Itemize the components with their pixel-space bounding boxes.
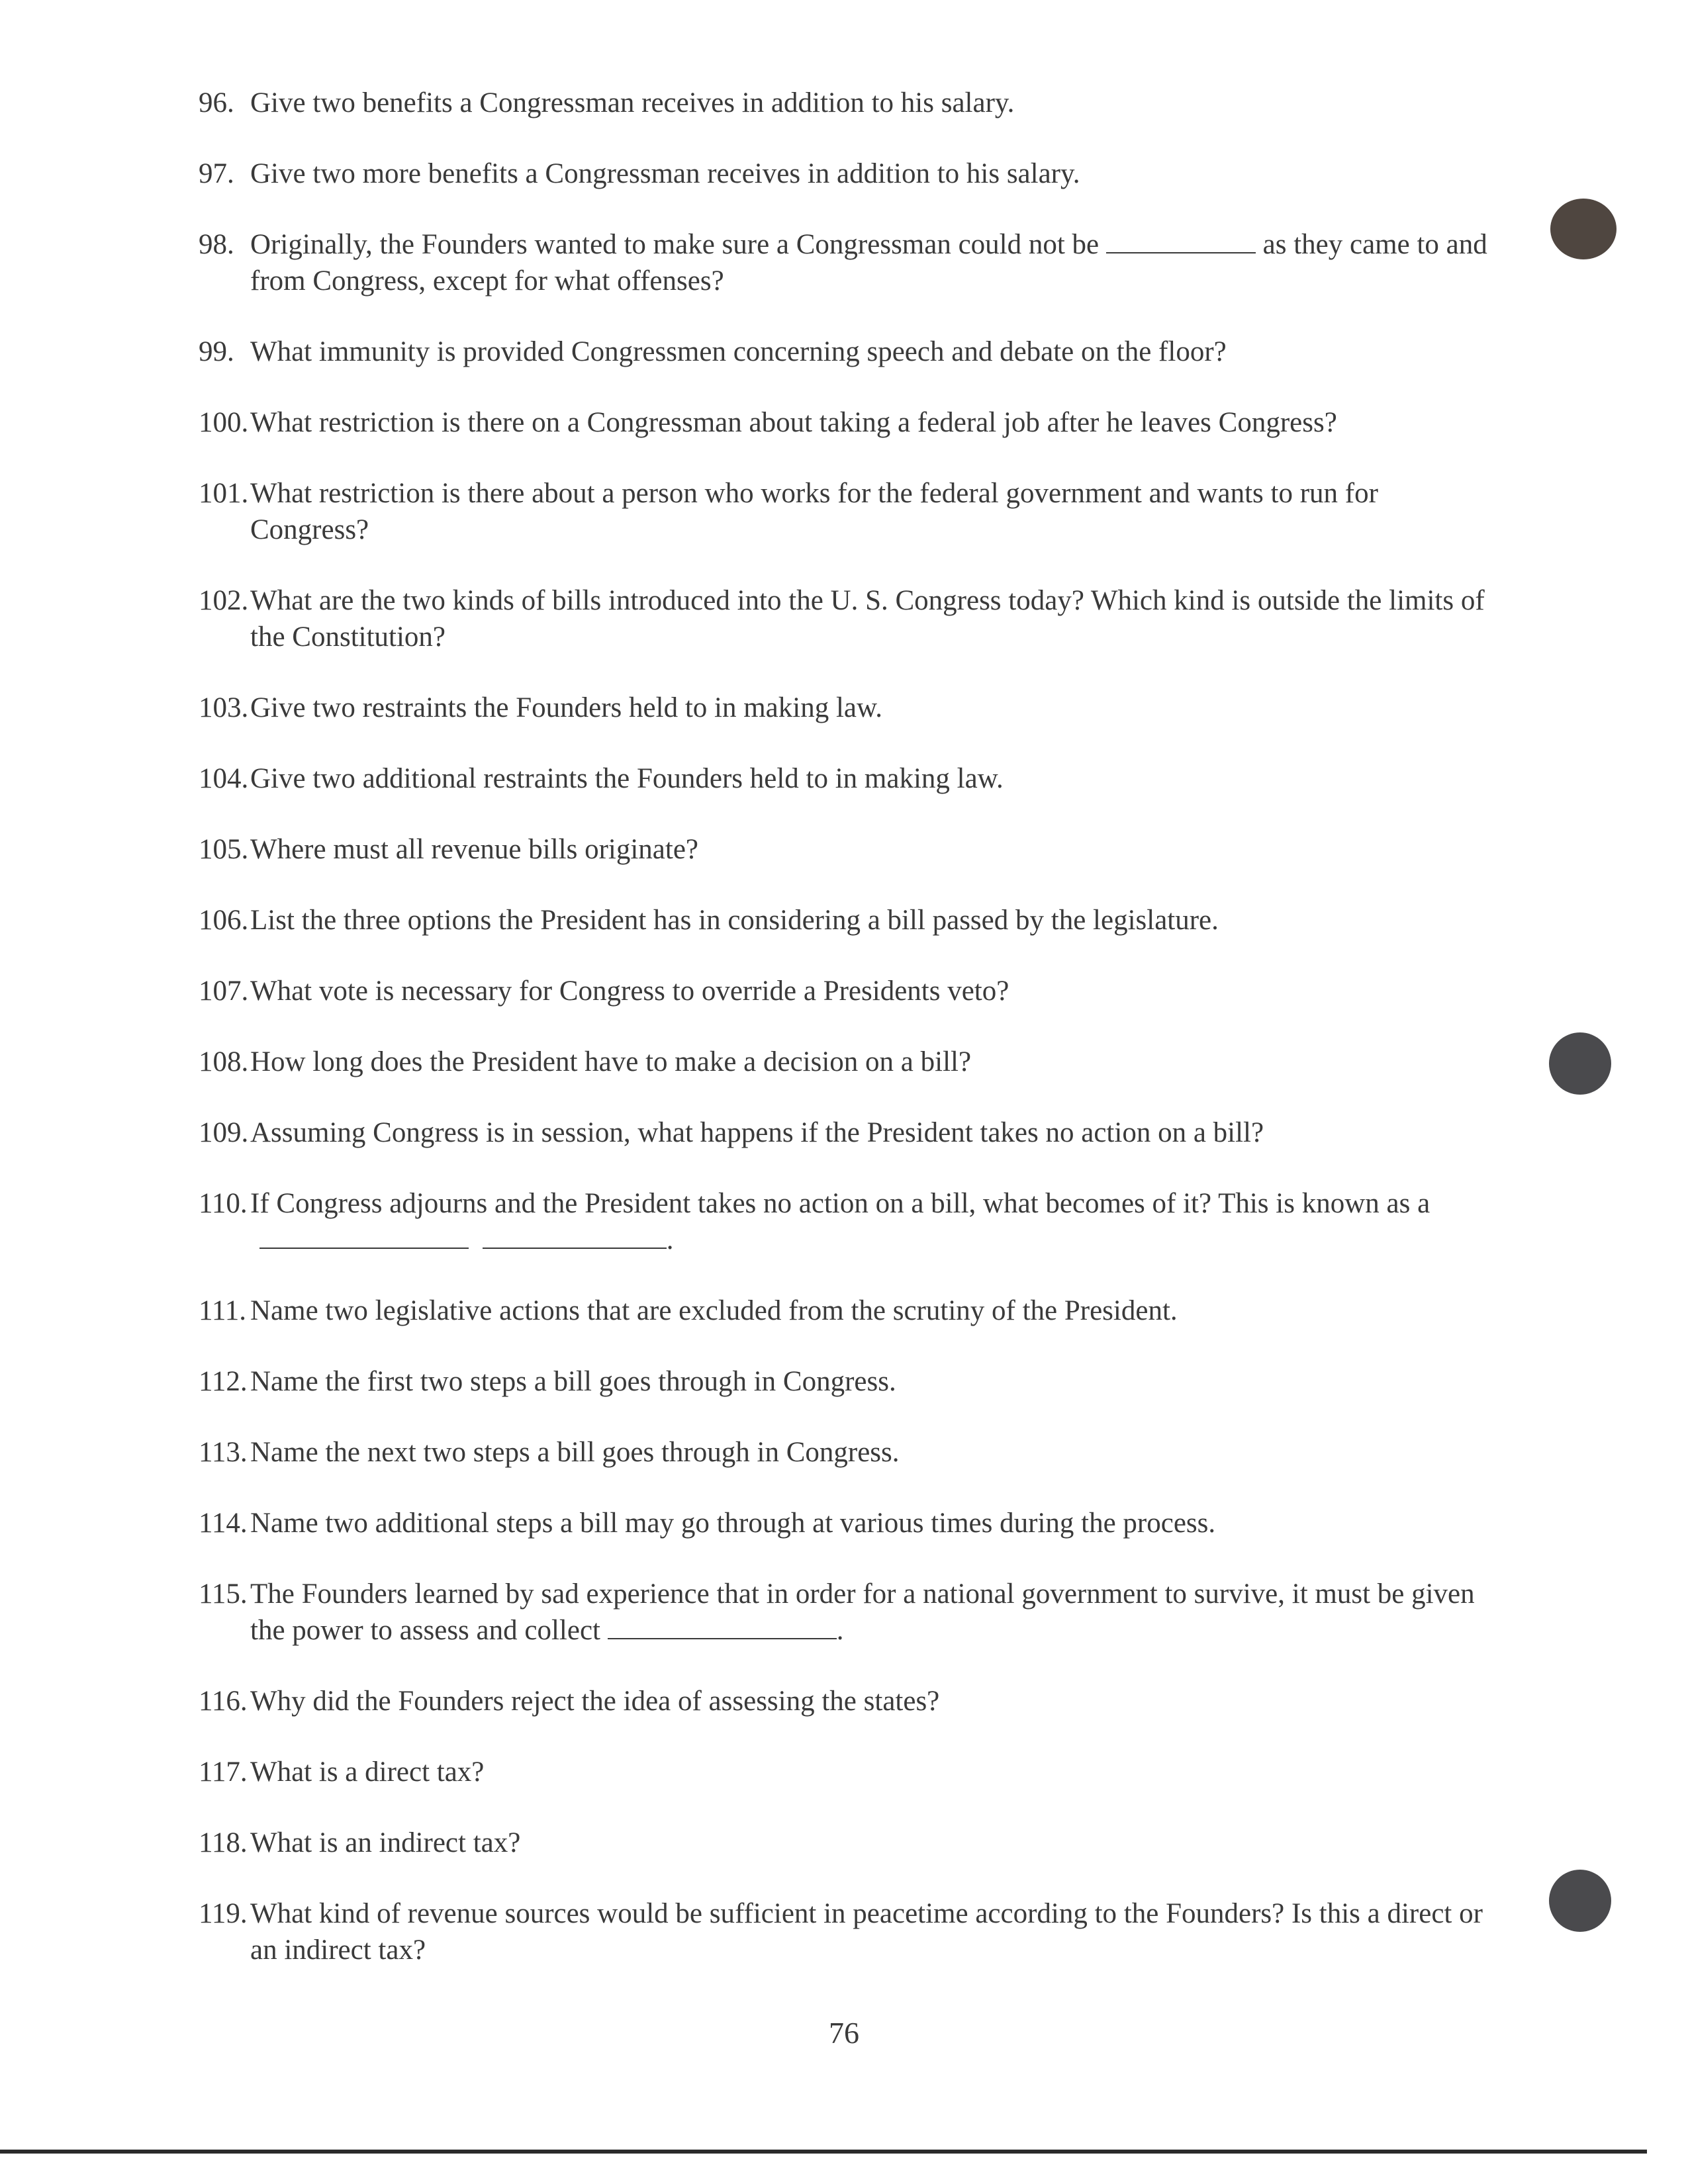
question-text-after: . (666, 1224, 674, 1255)
question-119 (199, 1895, 1496, 1968)
question-text: What restriction is there on a Congressman about taking a federal job after he leaves Congress? (250, 407, 1337, 438)
question-115 (199, 1576, 1496, 1649)
question-number: 105. (199, 834, 249, 865)
question-100 (199, 404, 1496, 441)
question-text: What restriction is there about a person who works for the federal government and wants to run for Congress? (250, 478, 1378, 545)
question-113 (199, 1434, 1496, 1471)
question-number: 107. (199, 976, 249, 1007)
question-text: How long does the President have to make a decision on a bill? (250, 1046, 972, 1077)
question-114 (199, 1505, 1496, 1541)
question-105 (199, 831, 1496, 868)
answer-blank (1106, 230, 1256, 253)
question-99 (199, 334, 1496, 370)
punch-hole-top (1550, 199, 1617, 259)
question-102 (199, 582, 1496, 655)
question-104 (199, 760, 1496, 797)
question-number: 102. (199, 585, 249, 616)
question-text: Assuming Congress is in session, what happens if the President takes no action on a bill? (250, 1117, 1264, 1148)
question-number: 114. (199, 1508, 248, 1539)
question-number: 112. (199, 1366, 248, 1397)
question-117 (199, 1754, 1496, 1790)
question-number: 109. (199, 1117, 249, 1148)
question-text: What kind of revenue sources would be sufficient in peacetime according to the Founders? Is this a direct or an indirect tax? (250, 1898, 1483, 1966)
question-text: What vote is necessary for Congress to override a Presidents veto? (250, 976, 1009, 1007)
question-98 (199, 226, 1496, 299)
question-number: 117. (199, 1756, 248, 1788)
question-text: What is a direct tax? (250, 1756, 485, 1788)
question-text: Give two restraints the Founders held to in making law. (250, 692, 882, 723)
question-number: 104. (199, 763, 249, 794)
question-text: List the three options the President has in considering a bill passed by the legislature. (250, 905, 1219, 936)
question-text: Give two benefits a Congressman receives in addition to his salary. (250, 87, 1015, 118)
question-110 (199, 1185, 1496, 1258)
question-text: Name two additional steps a bill may go through at various times during the process. (250, 1508, 1216, 1539)
punch-hole-bottom (1549, 1870, 1611, 1932)
question-text-after: . (836, 1615, 844, 1646)
question-118 (199, 1825, 1496, 1861)
question-number: 101. (199, 478, 249, 509)
question-101 (199, 475, 1496, 548)
answer-blank-first (259, 1225, 469, 1249)
question-text: What is an indirect tax? (250, 1827, 521, 1858)
question-number: 100. (199, 407, 249, 438)
question-text-before: Originally, the Founders wanted to make sure a Congressman could not be (250, 229, 1100, 260)
question-111 (199, 1293, 1496, 1329)
question-number: 103. (199, 692, 249, 723)
question-text: What are the two kinds of bills introduced into the U. S. Congress today? Which kind is outside the limits of the Constitution? (250, 585, 1485, 653)
question-number: 113. (199, 1437, 248, 1468)
question-116 (199, 1683, 1496, 1719)
question-109 (199, 1115, 1496, 1151)
page-number: 76 (829, 2016, 859, 2050)
question-number: 116. (199, 1686, 248, 1717)
question-96 (199, 85, 1496, 121)
question-text (250, 1185, 1496, 1258)
question-text: Name the next two steps a bill goes through in Congress. (250, 1437, 900, 1468)
scan-bottom-edge (0, 2150, 1647, 2154)
question-list (199, 85, 1496, 2003)
question-text (250, 226, 1496, 299)
question-number: 99. (199, 336, 234, 367)
question-number: 110. (199, 1188, 248, 1219)
answer-blank (608, 1615, 837, 1639)
question-text: Where must all revenue bills originate? (250, 834, 698, 865)
question-number: 118. (199, 1827, 248, 1858)
question-text-before: The Founders learned by sad experience that in order for a national government to survive, it must be given the power to assess and collect (250, 1578, 1475, 1646)
question-97 (199, 156, 1496, 192)
question-text-before: If Congress adjourns and the President takes no action on a bill, what becomes of it? This is known as a (250, 1188, 1430, 1219)
question-number: 108. (199, 1046, 249, 1077)
question-number: 115. (199, 1578, 248, 1610)
question-number: 106. (199, 905, 249, 936)
question-text-after: as they came to and from Congress, except for what offenses? (250, 229, 1487, 296)
question-text: What immunity is provided Congressmen concerning speech and debate on the floor? (250, 336, 1227, 367)
question-text: Name the first two steps a bill goes through in Congress. (250, 1366, 896, 1397)
question-106 (199, 902, 1496, 938)
question-number: 96. (199, 87, 234, 118)
question-number: 98. (199, 229, 234, 260)
question-number: 119. (199, 1898, 248, 1929)
question-text: Give two additional restraints the Founders held to in making law. (250, 763, 1004, 794)
question-text: Give two more benefits a Congressman receives in addition to his salary. (250, 158, 1080, 189)
answer-blank-second (483, 1225, 667, 1249)
question-text: Why did the Founders reject the idea of assessing the states? (250, 1686, 940, 1717)
question-number: 111. (199, 1295, 247, 1326)
question-107 (199, 973, 1496, 1009)
question-103 (199, 690, 1496, 726)
question-number: 97. (199, 158, 234, 189)
question-112 (199, 1363, 1496, 1400)
question-text (250, 1576, 1496, 1649)
question-text: Name two legislative actions that are excluded from the scrutiny of the President. (250, 1295, 1178, 1326)
question-108 (199, 1044, 1496, 1080)
punch-hole-middle (1549, 1032, 1611, 1095)
